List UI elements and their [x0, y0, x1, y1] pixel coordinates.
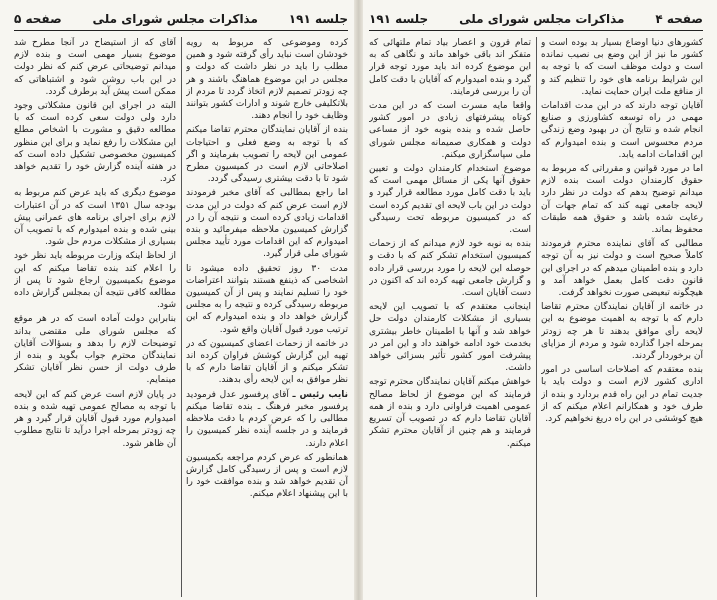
paragraph: بنده به نوبه خود لازم میدانم که از زحمات کمیسیون استخدام تشکر کنم که با دقت و حوصله این لایحه را مورد بررسی قرار داده و گزارش جامعی تهیه کرده اند که اکنون در دست آقایان است. [369, 239, 531, 299]
column-rule [536, 37, 537, 597]
text-column-left [14, 37, 176, 597]
right-page-columns [369, 37, 703, 597]
paragraph: مدت ۳۰ روز تحقیق داده میشود تا اشخاصی که ذینفع هستند بتوانند اعتراضات خود را تسلیم نمایند و پس از آن کمیسیون مربوطه رسیدگی کرده و نتیجه را به مجلس گزارش خواهد داد و بنده امیدوارم که این ترتیب مورد قبول آقایان واقع شود. [186, 263, 348, 335]
running-title: مذاکرات مجلس شورای ملی [459, 12, 625, 26]
paragraph: بنابراین دولت آماده است که در هر موقع که مجلس شورای ملی مقتضی بداند توضیحات لازم را بدهد و بسؤالات آقایان نمایندگان محترم جواب بگوید و بنده از طرف دولت از حسن نظر آقایان تشکر مینمایم. [14, 314, 176, 386]
speech-text: آقای پرفسور عدل فرمودید پرفسور مخبر فرهنگ ـ بنده تقاضا میکنم مطالبی را که عرض کردم با دقت ملاحظه فرمایند و در جلسه آینده نظر کمیسیون را اعلام دارند. [186, 389, 348, 449]
paragraph: اما راجع بمطالبی که آقای مخبر فرمودند لازم است عرض کنم که دولت در این مدت اقدامات زیادی کرده است و نتیجه آن را در گزارش کمیسیون ملاحظه میفرمائید و بنده امیدوارم که این اقدامات مورد تأیید مجلس شورای ملی قرار گیرد. [186, 188, 348, 260]
paragraph: مطالبی که آقای نماینده محترم فرمودند کاملاً صحیح است و دولت نیز به آن توجه دارد و بنده اطمینان میدهم که در اجرای این قانون دقت کامل بعمل خواهد آمد و هیچگونه تبعیضی صورت نخواهد گرفت. [541, 239, 703, 299]
paragraph: واقعا مایه مسرت است که در این مدت کوتاه پیشرفتهای زیادی در امور کشور حاصل شده و بنده بنوبه خود از مساعی دولت و همکاری صمیمانه مجلس شورای ملی سپاسگزاری میکنم. [369, 101, 531, 160]
column-rule [181, 37, 182, 597]
speaker-block [186, 452, 348, 501]
left-page-columns [14, 37, 348, 597]
page-number: صفحه ۴ [655, 12, 703, 26]
paragraph: بنده معتقدم که اصلاحات اساسی در امور اداری کشور لازم است و دولت باید با جدیت تمام در این راه قدم بردارد و بنده از طرف خود و همکارانم اعلام میکنم که از هیچ کوششی در این راه دریغ نخواهیم کرد. [541, 365, 703, 425]
left-page [0, 0, 354, 600]
paragraph: موضوع استخدام کارمندان دولت و تعیین حقوق آنها یکی از مسائل مهمی است که باید با دقت کامل مورد مطالعه قرار گیرد و دولت در این باب لایحه ای تقدیم کرده است که در کمیسیون مربوطه تحت رسیدگی است. [369, 164, 531, 236]
running-title: مذاکرات مجلس شورای ملی [92, 12, 258, 26]
right-page [363, 0, 717, 600]
right-page-header [369, 8, 703, 31]
book-gutter [354, 0, 363, 600]
paragraph: خواهش میکنم آقایان نمایندگان محترم توجه فرمایند که این موضوع از لحاظ مصالح عمومی اهمیت فراوانی دارد و بنده از همه آقایان تقاضا دارم که در تصویب آن تسریع فرمایند و هم چنین از آقایان محترم تشکر میکنم. [369, 377, 531, 449]
speaker-name: نایب رئیس ـ [292, 389, 348, 400]
paragraph: تمام قرون و اعصار بیاد تمام ملتهائی که متفکر اند باقی خواهد ماند و نگاهی که به این موضوع کرده اند باید مورد توجه قرار گیرد و بنده امیدوارم که آقایان با دقت کامل آن را بررسی فرمایند. [369, 38, 531, 97]
paragraph: آقای که از استیضاح در آنجا مطرح شد موضوع بسیار مهمی است و بنده لازم میدانم توضیحاتی عرض کنم که نظر دولت در این باب روشن شود و اشتباهاتی که ممکن است پیش آید برطرف گردد. [14, 38, 176, 97]
paragraph: از لحاظ اینکه وزارت مربوطه باید نظر خود را اعلام کند بنده تقاضا میکنم که این موضوع بکمیسیون ارجاع شود تا پس از مطالعه کافی نتیجه آن بمجلس گزارش داده شود. [14, 251, 176, 311]
paragraph: البته در اجرای این قانون مشکلاتی وجود دارد ولی دولت سعی کرده است که با مطالعه دقیق و مشورت با اشخاص مطلع این مشکلات را رفع نماید و برای این منظور کمیسیون مخصوصی تشکیل داده است که در هفته آینده گزارش خود را تقدیم خواهد کرد. [14, 101, 176, 185]
text-column-left [369, 37, 531, 597]
speaker-block [186, 389, 348, 450]
paragraph: بنده از آقایان نمایندگان محترم تقاضا میکنم که با توجه به وضع فعلی و احتیاجات عمومی این لایحه را تصویب بفرمایند و اگر اصلاحاتی لازم است در کمیسیون مطرح شود تا با دقت بیشتری رسیدگی گردد. [186, 125, 348, 185]
paragraph: کرده وموضوعی که مربوط به رویه خودشان است نباید رأی گرفته شود و همین مطلب را باید در نظر داشت که دولت و مجلس در این موضوع هماهنگ باشند و هر چه زودتر تصمیم لازم اتخاذ گردد تا مردم از بلاتکلیفی خارج شوند و ادارات کشور بتوانند وظایف خود را انجام دهند. [186, 38, 348, 122]
text-column-right [541, 37, 703, 597]
paragraph: کشورهای دنیا اوضاع بسیار بد بوده است و کشور ما نیز از این وضع بی نصیب نمانده است و دولت موظف است که با توجه به این شرایط برنامه های خود را تنظیم کند و از منافع ملت ایران حمایت نماید. [541, 38, 703, 97]
paragraph: در خاتمه از زحمات اعضای کمیسیون که در تهیه این گزارش کوشش فراوان کرده اند تشکر میکنم و از آقایان تقاضا دارم که با نظر موافق به این لایحه رأی بدهند. [186, 338, 348, 386]
page-number: صفحه ۵ [14, 12, 62, 26]
paragraph: در خاتمه از آقایان نمایندگان محترم تقاضا دارم که با توجه به اهمیت موضوع به این لایحه رأی موافق بدهند تا هر چه زودتر بمرحله اجرا گذارده شود و مردم از مزایای آن برخوردار گردند. [541, 302, 703, 362]
left-page-header [14, 8, 348, 31]
paragraph: اما در مورد قوانین و مقرراتی که مربوط به حقوق کارمندان دولت است بنده لازم میدانم توضیح بدهم که دولت در نظر دارد لایحه جامعی تهیه کند که تمام جهات آن رعایت شده باشد و حقوق همه طبقات محفوظ بماند. [541, 164, 703, 236]
text-column-right [186, 37, 348, 597]
session-label: جلسه ۱۹۱ [288, 12, 348, 26]
paragraph: آقایان توجه دارند که در این مدت اقدامات مهمی در راه توسعه کشاورزی و صنایع انجام شده و نتایج آن در بهبود وضع زندگی مردم محسوس است و بنده امیدوارم که این اقدامات ادامه یابد. [541, 101, 703, 160]
paragraph: اینجانب معتقدم که با تصویب این لایحه بسیاری از مشکلات کارمندان دولت حل خواهد شد و آنها با اطمینان خاطر بیشتری بخدمت خود ادامه خواهند داد و این امر در پیشرفت امور کشور تأثیر بسزائی خواهد داشت. [369, 302, 531, 374]
paragraph: موضوع دیگری که باید عرض کنم مربوط به بودجه سال ۱۳۵۱ است که در آن اعتبارات لازم برای اجرای برنامه های عمرانی پیش بینی شده و بنده امیدوارم که با تصویب آن بسیاری از مشکلات مردم حل شود. [14, 188, 176, 248]
session-label: جلسه ۱۹۱ [369, 12, 429, 26]
paragraph: در پایان لازم است عرض کنم که این لایحه با توجه به مصالح عمومی تهیه شده و بنده امیدوارم مورد قبول آقایان قرار گیرد و هر چه زودتر بمرحله اجرا درآید تا نتایج مطلوب آن ظاهر شود. [14, 389, 176, 449]
speech-text: همانطور که عرض کردم مراجعه بکمیسیون لازم است و پس از رسیدگی کامل گزارش آن تقدیم خواهد شد و بنده موافقت خود را با این پیشنهاد اعلام میکنم. [186, 452, 348, 500]
